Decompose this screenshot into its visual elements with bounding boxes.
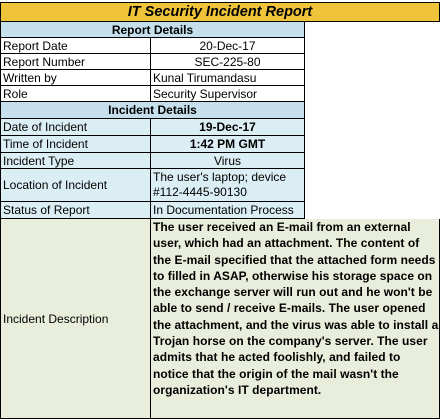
report-status-label[interactable]: Status of Report <box>0 202 151 219</box>
report-number-label[interactable]: Report Number <box>0 54 151 70</box>
incident-description-label[interactable]: Incident Description <box>0 219 151 419</box>
report-number-value[interactable]: SEC-225-80 <box>151 54 305 70</box>
report-status-value[interactable]: In Documentation Process <box>151 202 305 219</box>
report-date-value[interactable]: 20-Dec-17 <box>151 38 305 54</box>
incident-type-value[interactable]: Virus <box>151 153 305 169</box>
incident-location-value[interactable]: The user's laptop; device #112-4445-90130 <box>151 169 305 202</box>
role-value[interactable]: Security Supervisor <box>151 86 305 102</box>
report-date-label[interactable]: Report Date <box>0 38 151 54</box>
incident-type-label[interactable]: Incident Type <box>0 153 151 169</box>
report-title[interactable]: IT Security Incident Report <box>0 2 440 22</box>
role-label[interactable]: Role <box>0 86 151 102</box>
written-by-label[interactable]: Written by <box>0 70 151 86</box>
incident-date-label[interactable]: Date of Incident <box>0 119 151 136</box>
incident-location-label[interactable]: Location of Incident <box>0 169 151 202</box>
incident-date-value[interactable]: 19-Dec-17 <box>151 119 305 136</box>
incident-description-value[interactable]: The user received an E-mail from an external user, which had an attachment. The content of the E-mail specified that the attached form needs to filled in ASAP, otherwise his storage space on the exchange server will run out and he won't be able to send / receive E-mails. The user opened the attachment, and the virus was able to install a Trojan horse on the company's server. The user admits that he acted foolishly, and failed to notice that the origin of the mail wasn't the organization's IT department. <box>151 219 440 419</box>
incident-details-heading[interactable]: Incident Details <box>0 102 305 119</box>
report-details-heading[interactable]: Report Details <box>0 22 305 38</box>
written-by-value[interactable]: Kunal Tirumandasu <box>151 70 305 86</box>
incident-time-value[interactable]: 1:42 PM GMT <box>151 136 305 153</box>
incident-time-label[interactable]: Time of Incident <box>0 136 151 153</box>
